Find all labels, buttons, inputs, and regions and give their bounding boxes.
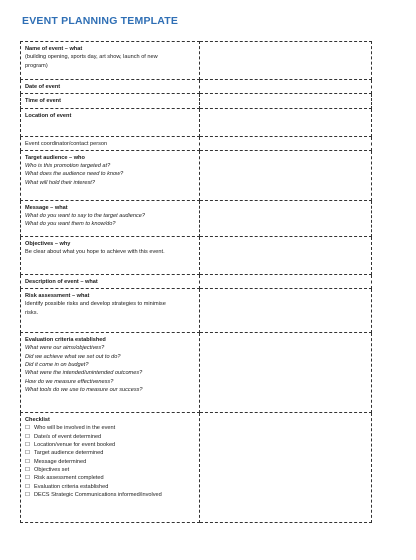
description-label bbox=[21, 274, 200, 288]
row-heading: Event coordinator/contact person bbox=[25, 140, 108, 147]
row-hint: What were our aims/objectives? bbox=[25, 345, 105, 352]
checklist-item-label: Risk assessment completed bbox=[34, 475, 104, 482]
row-hint: What do you want them to know/do? bbox=[25, 221, 116, 228]
form-row-message bbox=[21, 200, 372, 236]
location-label bbox=[21, 108, 200, 136]
row-hint: How do we measure effectiveness? bbox=[25, 378, 114, 385]
row-hint: What were the intended/unintended outcomes? bbox=[25, 370, 143, 377]
checklist-item[interactable] bbox=[25, 483, 195, 491]
form-row-checklist bbox=[21, 413, 372, 523]
row-heading: Location of event bbox=[25, 112, 72, 119]
time-label bbox=[21, 94, 200, 108]
row-hint: (building opening, sports day, art show, launch of new bbox=[25, 54, 158, 61]
checkbox-icon[interactable]: ☐ bbox=[25, 425, 31, 432]
event-name-label bbox=[21, 42, 200, 80]
row-hint: What do you want to say to the target audience? bbox=[25, 213, 146, 220]
row-heading: Target audience – who bbox=[25, 154, 85, 161]
row-hint: risks. bbox=[25, 309, 39, 316]
form-row-description bbox=[21, 274, 372, 288]
checkbox-icon[interactable]: ☐ bbox=[25, 442, 31, 449]
coordinator-label bbox=[21, 136, 200, 150]
checkbox-icon[interactable]: ☐ bbox=[25, 433, 31, 440]
row-heading: Message – what bbox=[25, 204, 68, 211]
event-name-field[interactable] bbox=[200, 42, 372, 80]
row-heading: Date of event bbox=[25, 84, 61, 90]
checklist-item[interactable] bbox=[25, 449, 195, 457]
risk-assessment-field[interactable] bbox=[200, 289, 372, 333]
row-heading: Objectives – why bbox=[25, 240, 71, 247]
checkbox-icon[interactable]: ☐ bbox=[25, 483, 31, 490]
form-row-coordinator bbox=[21, 136, 372, 150]
row-heading: Time of event bbox=[25, 98, 61, 105]
checkbox-icon[interactable]: ☐ bbox=[25, 450, 31, 457]
objectives-field[interactable] bbox=[200, 236, 372, 274]
checklist-label bbox=[21, 413, 200, 523]
checklist-item-label: Who will be involved in the event bbox=[34, 425, 116, 432]
checklist-item-label: Message determined bbox=[34, 458, 87, 465]
checklist-item[interactable] bbox=[25, 424, 195, 432]
form-row-risk-assessment bbox=[21, 289, 372, 333]
checklist-item[interactable] bbox=[25, 433, 195, 441]
checklist-item-label: Evaluation criteria established bbox=[34, 483, 109, 490]
event-planning-form bbox=[20, 41, 372, 523]
form-row-target-audience bbox=[21, 150, 372, 200]
checkbox-icon[interactable]: ☐ bbox=[25, 466, 31, 473]
row-hint: Be clear about what you hope to achieve with this event. bbox=[25, 249, 165, 256]
evaluation-field[interactable] bbox=[200, 333, 372, 413]
checklist-item[interactable] bbox=[25, 441, 195, 449]
form-row-location bbox=[21, 108, 372, 136]
message-field[interactable] bbox=[200, 200, 372, 236]
row-hint: Did it come in on budget? bbox=[25, 362, 89, 369]
row-heading: Evaluation criteria established bbox=[25, 337, 106, 344]
time-field[interactable] bbox=[200, 94, 372, 108]
row-heading: Name of event – what bbox=[25, 46, 83, 52]
row-heading: Description of event – what bbox=[25, 278, 98, 285]
evaluation-label bbox=[21, 333, 200, 413]
row-hint: What tools do we use to measure our success? bbox=[25, 386, 143, 393]
date-field[interactable] bbox=[200, 80, 372, 94]
checkbox-icon[interactable]: ☐ bbox=[25, 458, 31, 465]
form-row-event-name bbox=[21, 42, 372, 80]
checklist-item-label: DECS Strategic Communications informed/involved bbox=[34, 491, 162, 498]
checklist-item[interactable] bbox=[25, 491, 195, 499]
checkbox-icon[interactable]: ☐ bbox=[25, 491, 31, 498]
message-label bbox=[21, 200, 200, 236]
row-hint: program) bbox=[25, 62, 48, 69]
form-row-objectives bbox=[21, 236, 372, 274]
checklist-item-label: Objectives set bbox=[34, 466, 70, 473]
row-hint: What will hold their interest? bbox=[25, 179, 95, 186]
checklist-field[interactable] bbox=[200, 413, 372, 523]
checklist-item[interactable] bbox=[25, 474, 195, 482]
row-hint: Identify possible risks and develop strategies to minimise bbox=[25, 301, 166, 308]
row-heading: Checklist bbox=[25, 417, 50, 424]
row-hint: Who is this promotion targeted at? bbox=[25, 163, 111, 170]
checklist-item[interactable] bbox=[25, 466, 195, 474]
objectives-label bbox=[21, 236, 200, 274]
target-audience-label bbox=[21, 150, 200, 200]
form-row-evaluation bbox=[21, 333, 372, 413]
checklist-item-label: Location/venue for event booked bbox=[34, 442, 116, 449]
document-title: EVENT PLANNING TEMPLATE bbox=[22, 15, 179, 27]
date-label bbox=[21, 80, 200, 94]
checklist-item-label: Date/s of event determined bbox=[34, 433, 102, 440]
checkbox-icon[interactable]: ☐ bbox=[25, 475, 31, 482]
coordinator-field[interactable] bbox=[200, 136, 372, 150]
row-hint: What does the audience need to know? bbox=[25, 171, 124, 178]
description-field[interactable] bbox=[200, 274, 372, 288]
form-row-date bbox=[21, 80, 372, 94]
risk-assessment-label bbox=[21, 289, 200, 333]
row-hint: Did we achieve what we set out to do? bbox=[25, 353, 121, 360]
location-field[interactable] bbox=[200, 108, 372, 136]
row-heading: Risk assessment – what bbox=[25, 293, 90, 300]
form-row-time bbox=[21, 94, 372, 108]
checklist-item[interactable] bbox=[25, 458, 195, 466]
target-audience-field[interactable] bbox=[200, 150, 372, 200]
checklist-item-label: Target audience determined bbox=[34, 450, 104, 457]
